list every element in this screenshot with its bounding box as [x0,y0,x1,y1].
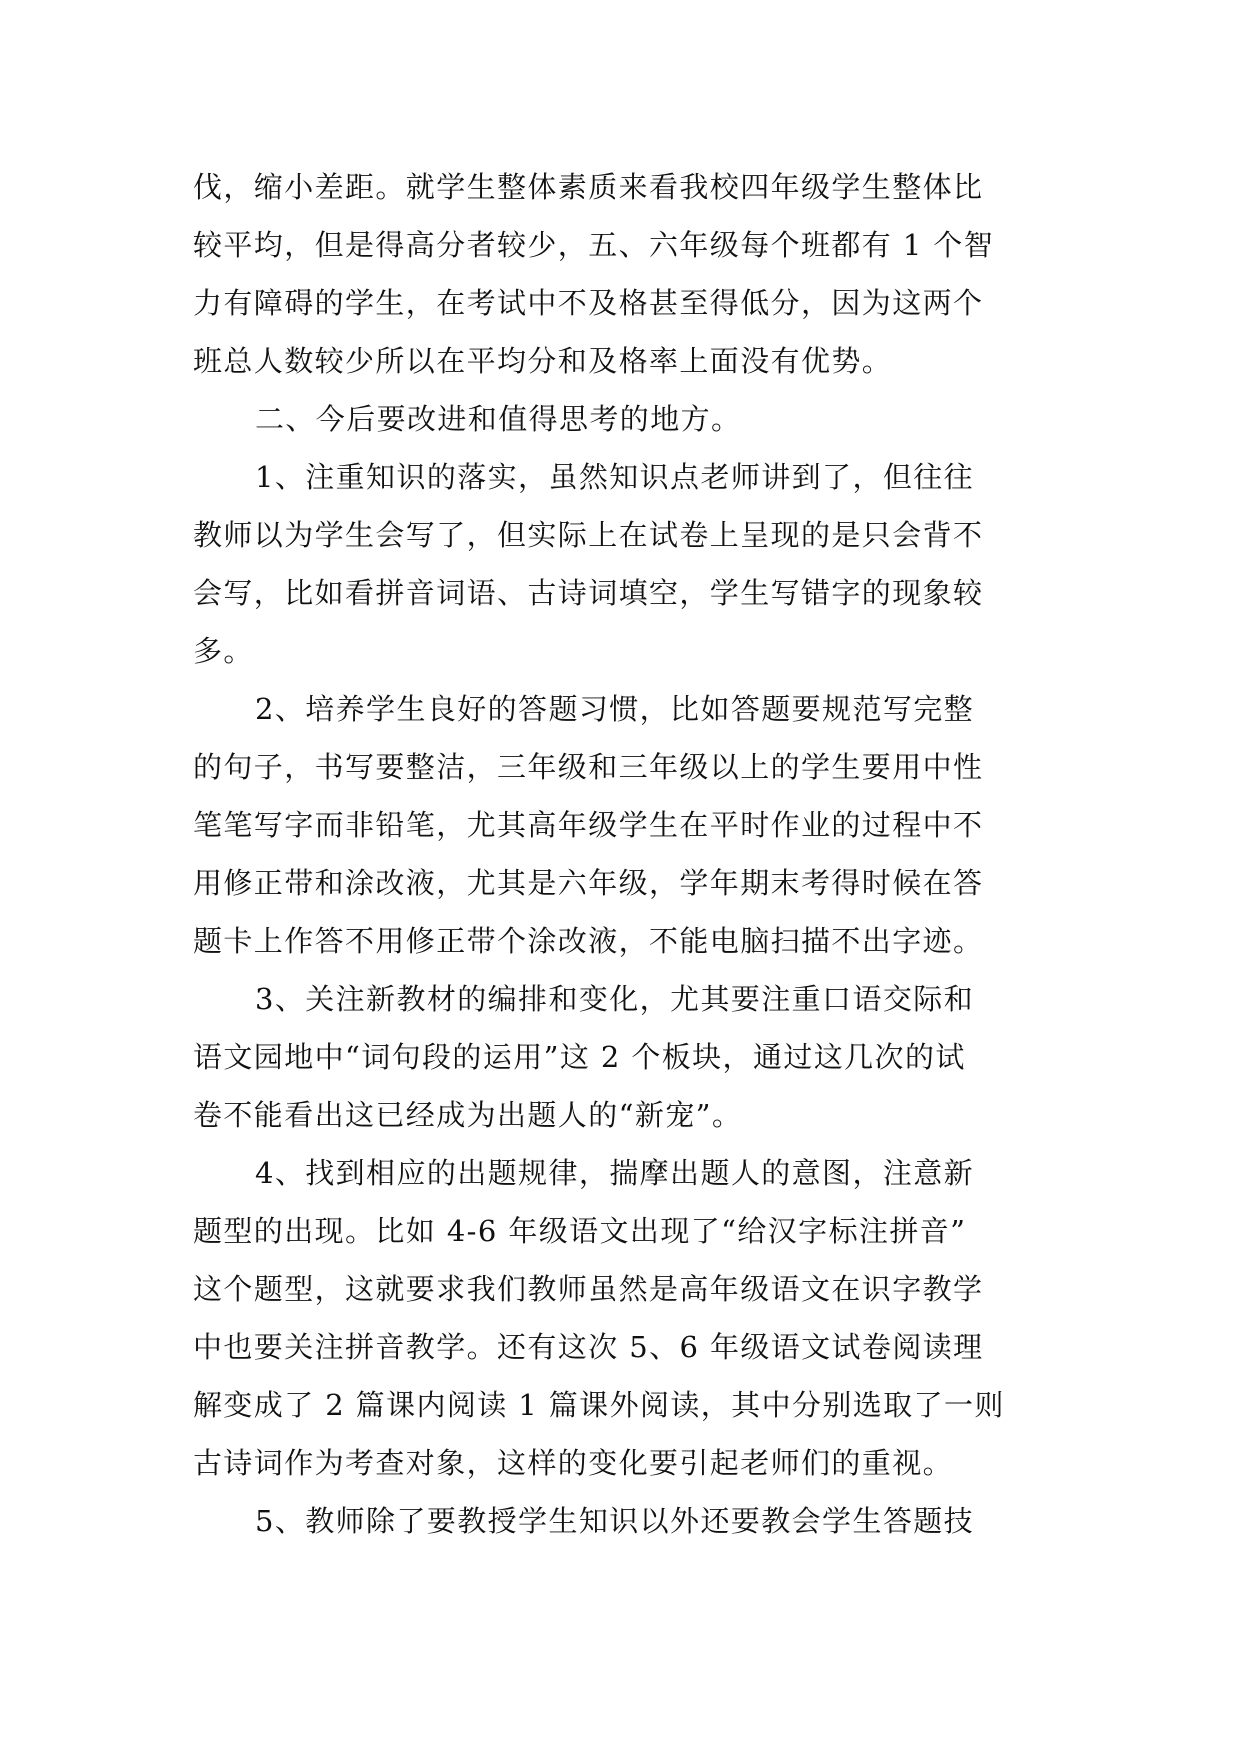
text-line: 这个题型，这就要求我们教师虽然是高年级语文在识字教学 [193,1272,984,1306]
text-line: 用修正带和涂改液，尤其是六年级，学年期末考得时候在答 [193,866,984,900]
text-line: 班总人数较少所以在平均分和及格率上面没有优势。 [193,344,893,378]
list-item-3-line: 3、关注新教材的编排和变化，尤其要注重口语交际和 [255,982,975,1016]
text-line: 多。 [193,634,254,668]
text-line: 较平均，但是得高分者较少，五、六年级每个班都有 1 个智 [193,228,995,262]
text-line: 的句子，书写要整洁，三年级和三年级以上的学生要用中性 [193,750,984,784]
text-line: 题卡上作答不用修正带个涂改液，不能电脑扫描不出字迹。 [193,924,984,958]
text-line: 题型的出现。比如 4-6 年级语文出现了“给汉字标注拼音” [193,1214,967,1248]
text-line: 解变成了 2 篇课内阅读 1 篇课外阅读，其中分别选取了一则 [193,1388,1005,1422]
list-item-4-line: 4、找到相应的出题规律，揣摩出题人的意图，注意新 [255,1156,975,1190]
list-item-2-line: 2、培养学生良好的答题习惯，比如答题要规范写完整 [255,692,975,726]
text-line: 中也要关注拼音教学。还有这次 5、6 年级语文试卷阅读理 [193,1330,984,1364]
text-line: 古诗词作为考查对象，这样的变化要引起老师们的重视。 [193,1446,954,1480]
text-line: 教师以为学生会写了，但实际上在试卷上呈现的是只会背不 [193,518,984,552]
text-line: 伐，缩小差距。就学生整体素质来看我校四年级学生整体比 [193,170,984,204]
text-line: 卷不能看出这已经成为出题人的“新宠”。 [193,1098,743,1132]
text-line: 笔笔写字而非铅笔，尤其高年级学生在平时作业的过程中不 [193,808,984,842]
text-line: 会写，比如看拼音词语、古诗词填空，学生写错字的现象较 [193,576,984,610]
text-line: 语文园地中“词句段的运用”这 2 个板块，通过这几次的试 [193,1040,966,1074]
body-text [193,158,1053,1550]
list-item-5-line: 5、教师除了要教授学生知识以外还要教会学生答题技 [255,1504,975,1538]
section-heading: 二、今后要改进和值得思考的地方。 [255,402,742,436]
text-line: 力有障碍的学生，在考试中不及格甚至得低分，因为这两个 [193,286,984,320]
list-item-1-line: 1、注重知识的落实，虽然知识点老师讲到了，但往往 [255,460,975,494]
